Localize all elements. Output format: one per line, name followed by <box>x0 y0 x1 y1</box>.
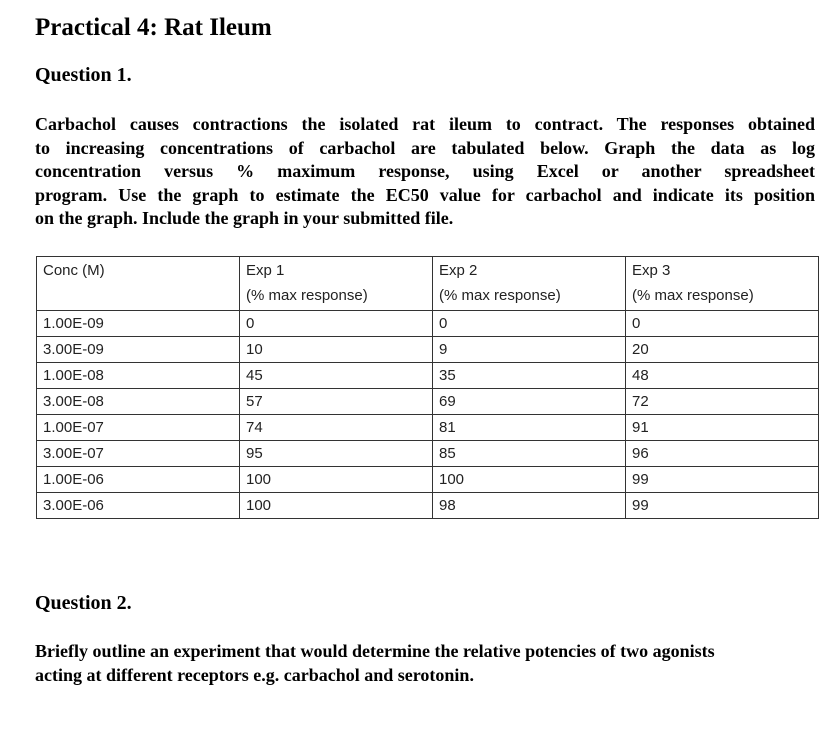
table-row <box>37 493 819 519</box>
exp1-cell: 100 <box>240 493 433 519</box>
exp2-cell: 0 <box>433 311 626 337</box>
table-header-row <box>37 257 819 311</box>
table-row <box>37 415 819 441</box>
exp2-cell: 69 <box>433 389 626 415</box>
header-sublabel: (% max response) <box>246 287 368 304</box>
exp1-cell: 100 <box>240 467 433 493</box>
exp3-cell: 20 <box>626 337 819 363</box>
exp2-cell: 100 <box>433 467 626 493</box>
concentration-response-table <box>36 256 819 519</box>
question-1-line: Carbachol causes contractions the isolated rat ileum to contract. The responses obtained <box>35 114 815 134</box>
question-1-line: to increasing concentrations of carbachol are tabulated below. Graph the data as log <box>35 137 815 158</box>
header-label: Exp 1 <box>246 262 285 279</box>
conc-cell: 3.00E-07 <box>37 441 240 467</box>
question-1-line: on the graph. Include the graph in your submitted file. <box>35 208 454 228</box>
table-row <box>37 467 819 493</box>
exp1-cell: 10 <box>240 337 433 363</box>
conc-cell: 3.00E-06 <box>37 493 240 519</box>
table-row <box>37 363 819 389</box>
header-exp2 <box>433 257 626 311</box>
question-2-text <box>35 640 815 687</box>
conc-cell: 3.00E-08 <box>37 389 240 415</box>
exp2-cell: 98 <box>433 493 626 519</box>
exp3-cell: 48 <box>626 363 819 389</box>
conc-cell: 1.00E-06 <box>37 467 240 493</box>
header-sublabel: (% max response) <box>439 287 561 304</box>
header-label: Conc (M) <box>43 262 105 279</box>
table-row <box>37 337 819 363</box>
exp3-cell: 91 <box>626 415 819 441</box>
conc-cell: 1.00E-07 <box>37 415 240 441</box>
exp1-cell: 95 <box>240 441 433 467</box>
conc-cell: 1.00E-08 <box>37 363 240 389</box>
table-row <box>37 389 819 415</box>
exp2-cell: 85 <box>433 441 626 467</box>
exp3-cell: 96 <box>626 441 819 467</box>
table-row <box>37 311 819 337</box>
exp2-cell: 9 <box>433 337 626 363</box>
header-conc <box>37 257 240 311</box>
header-exp1 <box>240 257 433 311</box>
header-label: Exp 3 <box>632 262 671 279</box>
exp3-cell: 72 <box>626 389 819 415</box>
question-1-text <box>35 113 815 231</box>
question-2-line: Briefly outline an experiment that would determine the relative potencies of two agonists <box>35 641 715 661</box>
table-body <box>37 311 819 519</box>
exp1-cell: 74 <box>240 415 433 441</box>
question-2-heading: Question 2. <box>35 592 132 614</box>
question-1-heading: Question 1. <box>35 64 132 86</box>
conc-cell: 1.00E-09 <box>37 311 240 337</box>
question-1-line: concentration versus % maximum response, using Excel or another spreadsheet <box>35 161 815 181</box>
exp3-cell: 99 <box>626 493 819 519</box>
header-exp3 <box>626 257 819 311</box>
exp2-cell: 35 <box>433 363 626 389</box>
header-sublabel: (% max response) <box>632 287 754 304</box>
exp1-cell: 57 <box>240 389 433 415</box>
question-2-line: acting at different receptors e.g. carbachol and serotonin. <box>35 664 474 685</box>
header-label: Exp 2 <box>439 262 478 279</box>
exp3-cell: 0 <box>626 311 819 337</box>
conc-cell: 3.00E-09 <box>37 337 240 363</box>
exp1-cell: 45 <box>240 363 433 389</box>
exp1-cell: 0 <box>240 311 433 337</box>
table-row <box>37 441 819 467</box>
exp2-cell: 81 <box>433 415 626 441</box>
page-title: Practical 4: Rat Ileum <box>35 14 272 41</box>
question-1-line: program. Use the graph to estimate the EC50 value for carbachol and indicate its position <box>35 184 815 205</box>
exp3-cell: 99 <box>626 467 819 493</box>
